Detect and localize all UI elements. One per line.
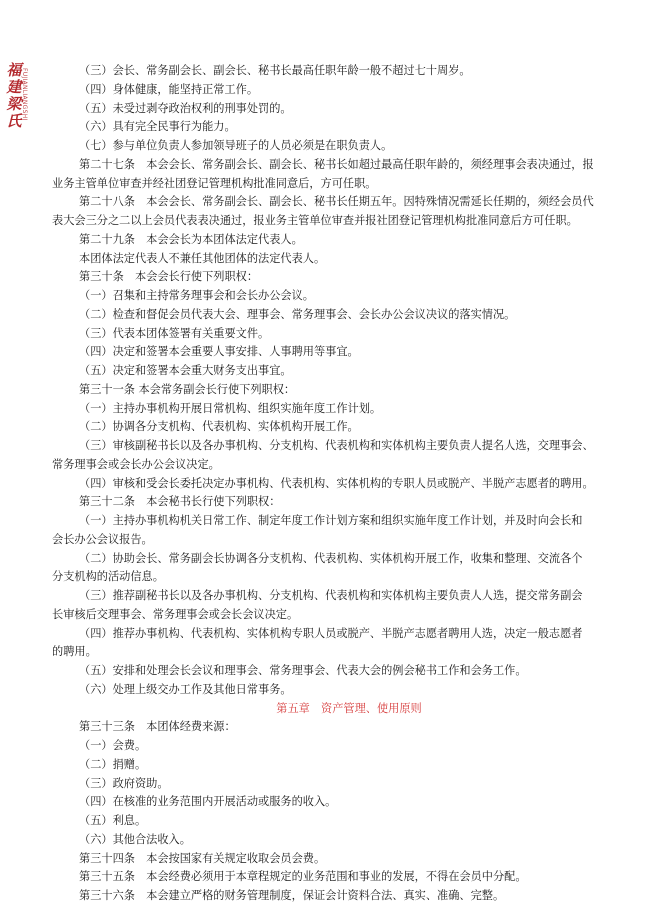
document-body [52,62,626,906]
logo-char: 氏 [6,112,22,130]
document-line: （四）身体健康，能坚持正常工作。 [79,82,259,96]
document-line: （一）会费。 [79,739,147,752]
document-line: 第二十七条 本会会长、常务副会长、副会长、秘书长如超过最高任职年龄的，须经理事会表决通过，报 [79,157,594,171]
document-line: （六）具有完全民事行为能力。 [79,120,236,134]
document-line: 常务理事会或会长办公会议决定。 [52,457,220,471]
chapter-heading: 第五章 资产管理、使用原则 [276,701,422,715]
document-line: （二）协助会长、常务副会长协调各分支机构、代表机构、实体机构开展工作，收集和整理、交流各个 [79,551,583,565]
logo-char: 福 [6,61,22,79]
document-line: 本团体法定代表人不兼任其他团体的法定代表人。 [79,251,326,265]
document-line: 第三十二条 本会秘书长行使下列职权： [79,495,281,509]
document-line: （二）协调各分支机构、代表机构、实体机构开展工作。 [79,420,359,434]
document-line: （三）会长、常务副会长、副会长、秘书长最高任职年龄一般不超过七十周岁。 [79,64,471,77]
document-line: 第三十五条 本会经费必须用于本章程规定的业务范围和事业的发展，不得在会员中分配。 [79,870,527,884]
document-line: （一）主持办事机构机关日常工作、制定年度工作计划方案和组织实施年度工作计划，并及时向会长和 [79,514,583,527]
document-line: （五）利息。 [79,814,147,827]
document-line: （七）参与单位负责人参加领导班子的人员必须是在职负责人。 [79,139,393,152]
document-line: （五）决定和签署本会重大财务支出事宜。 [79,364,292,377]
logo-pinyin [20,68,28,134]
document-line: （五）安排和处理会长会议和理事会、常务理事会、代表大会的例会秘书工作和会务工作。 [79,664,527,677]
document-line: 第二十八条 本会会长、常务副会长、副会长、秘书长任期五年。因特殊情况需延长任期的，须经会员代 [79,195,594,209]
document-line: （二）捐赠。 [79,757,147,771]
document-line: 业务主管单位审查并经社团登记管理机构批准同意后，方可任职。 [52,176,377,190]
document-line: 第三十一条 本会常务副会长行使下列职权： [79,382,296,396]
document-line: （四）审核和受会长委托决定办事机构、代表机构、实体机构的专职人员或脱产、半脱产志愿者的聘用。 [79,476,594,490]
document-line: （一）召集和主持常务理事会和会长办公会议。 [79,289,314,302]
document-line: 长审核后交理事会、常务理事会或会长会议决定。 [52,607,299,621]
logo-char: 梁 [6,95,22,113]
document-line: 分支机构的活动信息。 [52,570,164,584]
document-line: 第二十九条 本会会长为本团体法定代表人。 [79,232,303,246]
document-line: 第三十三条 本团体经费来源： [79,720,236,734]
document-line: 的聘用。 [52,645,97,659]
document-line: （二）检查和督促会员代表大会、理事会、常务理事会、会长办公会议决议的落实情况。 [79,307,516,321]
document-line: （四）在核准的业务范围内开展活动或服务的收入。 [79,795,337,809]
document-line: 表大会三分之二以上会员代表表决通过，报业务主管单位审查并报社团登记管理机构批准同意后方可任职。 [52,214,578,227]
logo-char: 建 [6,78,22,96]
document-line: （六）其他合法收入。 [79,832,191,846]
document-line: （三）政府资助。 [79,776,169,790]
document-line: （三）代表本团体签署有关重要文件。 [79,326,270,340]
document-line: 第三十四条 本会按国家有关规定收取会员会费。 [79,851,326,865]
document-line: （三）推荐副秘书长以及各办事机构、分支机构、代表机构和实体机构主要负责人人选，提交常务副会 [79,589,583,602]
document-line: 第三十六条 本会建立严格的财务管理制度，保证会计资料合法、真实、准确、完整。 [79,889,505,902]
document-line: （四）决定和签署本会重要人事安排、人事聘用等事宜。 [79,345,359,359]
document-line: （一）主持办事机构开展日常机构、组织实施年度工作计划。 [79,401,382,415]
document-line: 第三十条 本会会长行使下列职权： [79,270,259,284]
document-line: 会长办公会议报告。 [52,532,153,546]
document-line: （四）推荐办事机构、代表机构、实体机构专职人员或脱产、半脱产志愿者聘用人选，决定一般志愿者 [79,626,583,640]
document-line: （六）处理上级交办工作及其他日常事务。 [79,682,292,696]
logo-pinyin-text: FUJIANLIANGSHI [21,68,28,121]
document-line: （三）审核副秘书长以及各办事机构、分支机构、代表机构和实体机构主要负责人提名人选，交理事会、 [79,439,594,452]
document-line: （五）未受过剥夺政治权利的刑事处罚的。 [79,101,292,115]
